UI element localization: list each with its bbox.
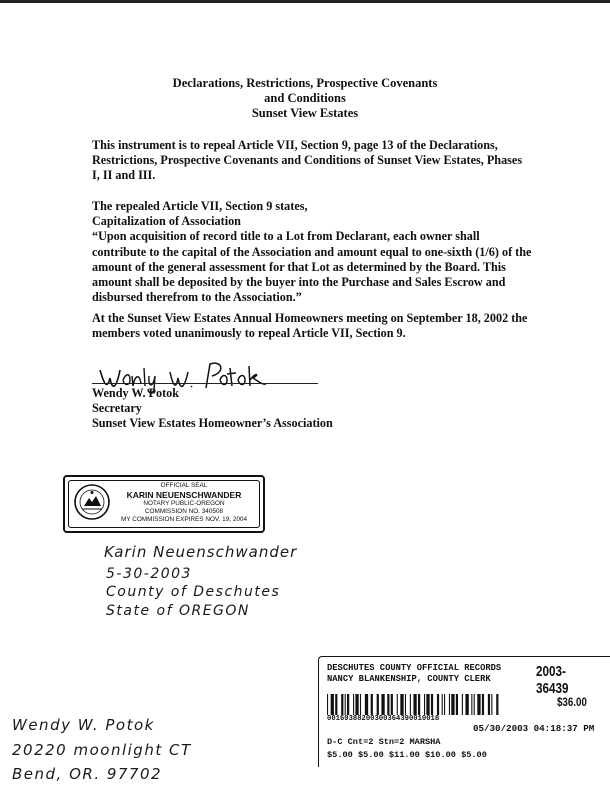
meeting-paragraph: At the Sunset View Estates Annual Homeowners meeting on September 18, 2002 the members voted unanimously to repeal Article VII, Section 9. xyxy=(92,311,528,341)
title-line-2: and Conditions xyxy=(264,91,346,105)
barcode xyxy=(327,694,513,715)
return-address-city: Bend, OR. 97702 xyxy=(12,765,163,783)
state-seal-icon xyxy=(73,483,111,521)
return-address-street: 20220 moonlight CT xyxy=(12,741,192,759)
notary-date: 5-30-2003 xyxy=(106,566,192,582)
page-top-edge xyxy=(0,0,610,3)
recording-stamp xyxy=(318,656,610,767)
recording-date-time: 05/30/2003 04:18:37 PM xyxy=(473,723,595,734)
document-number: 2003-36439 xyxy=(536,663,569,697)
recording-fee: $36.00 xyxy=(557,697,587,709)
records-office: DESCHUTES COUNTY OFFICIAL RECORDS xyxy=(327,663,502,673)
notary-county: County of Deschutes xyxy=(106,584,281,600)
notary-stamp-text xyxy=(113,482,255,524)
barcode-number: 00169388200300364390010018 xyxy=(327,715,440,723)
recording-fee-breakdown: $5.00 $5.00 $11.00 $10.00 $5.00 xyxy=(327,750,487,760)
signatory-role: Secretary xyxy=(92,401,142,416)
signatory-block xyxy=(92,386,333,432)
repealed-heading: The repealed Article VII, Section 9 states, xyxy=(92,199,308,213)
signatory-name: Wendy W. Potok xyxy=(92,386,180,400)
title-line-1: Declarations, Restrictions, Prospective Covenants xyxy=(172,76,438,90)
notary-state: State of OREGON xyxy=(106,603,250,619)
seal-header: OFFICIAL SEAL xyxy=(160,482,208,489)
recording-counts: D-C Cnt=2 Stn=2 MARSHA xyxy=(327,737,441,747)
repealed-section xyxy=(92,199,532,305)
signatory-organization: Sunset View Estates Homeowner’s Association xyxy=(92,416,333,431)
repealed-quote: “Upon acquisition of record title to a Lot from Declarant, each owner shall contribute to the capital of the Association and amount equal to one-sixth (1/6) of the amount of the general assessment for that Lot as determined by the Board. This amount shall be deposited by the buyer into the Purchase and Sales Escrow and disbursed therefrom to the Association.” xyxy=(92,229,532,305)
commission-expiry: MY COMMISSION EXPIRES NOV. 19, 2004 xyxy=(120,516,248,523)
notary-stamp xyxy=(63,475,265,533)
title-line-3: Sunset View Estates xyxy=(251,106,359,120)
county-clerk: NANCY BLANKENSHIP, COUNTY CLERK xyxy=(327,674,491,684)
repealed-subheading: Capitalization of Association xyxy=(92,214,241,229)
document-title xyxy=(0,76,610,121)
notary-signature: Karin Neuenschwander xyxy=(104,543,298,561)
notary-name: KARIN NEUENSCHWANDER xyxy=(126,490,242,500)
return-address-name: Wendy W. Potok xyxy=(12,716,155,734)
signature-line xyxy=(92,383,318,384)
commission-number: COMMISSION NO. 340508 xyxy=(144,508,224,515)
intro-paragraph: This instrument is to repeal Article VII, Section 9, page 13 of the Declarations, Restrictions, Prospective Covenants and Conditions of Sunset View Estates, Phases I, II and III. xyxy=(92,138,523,183)
notary-title: NOTARY PUBLIC-OREGON xyxy=(143,500,225,507)
